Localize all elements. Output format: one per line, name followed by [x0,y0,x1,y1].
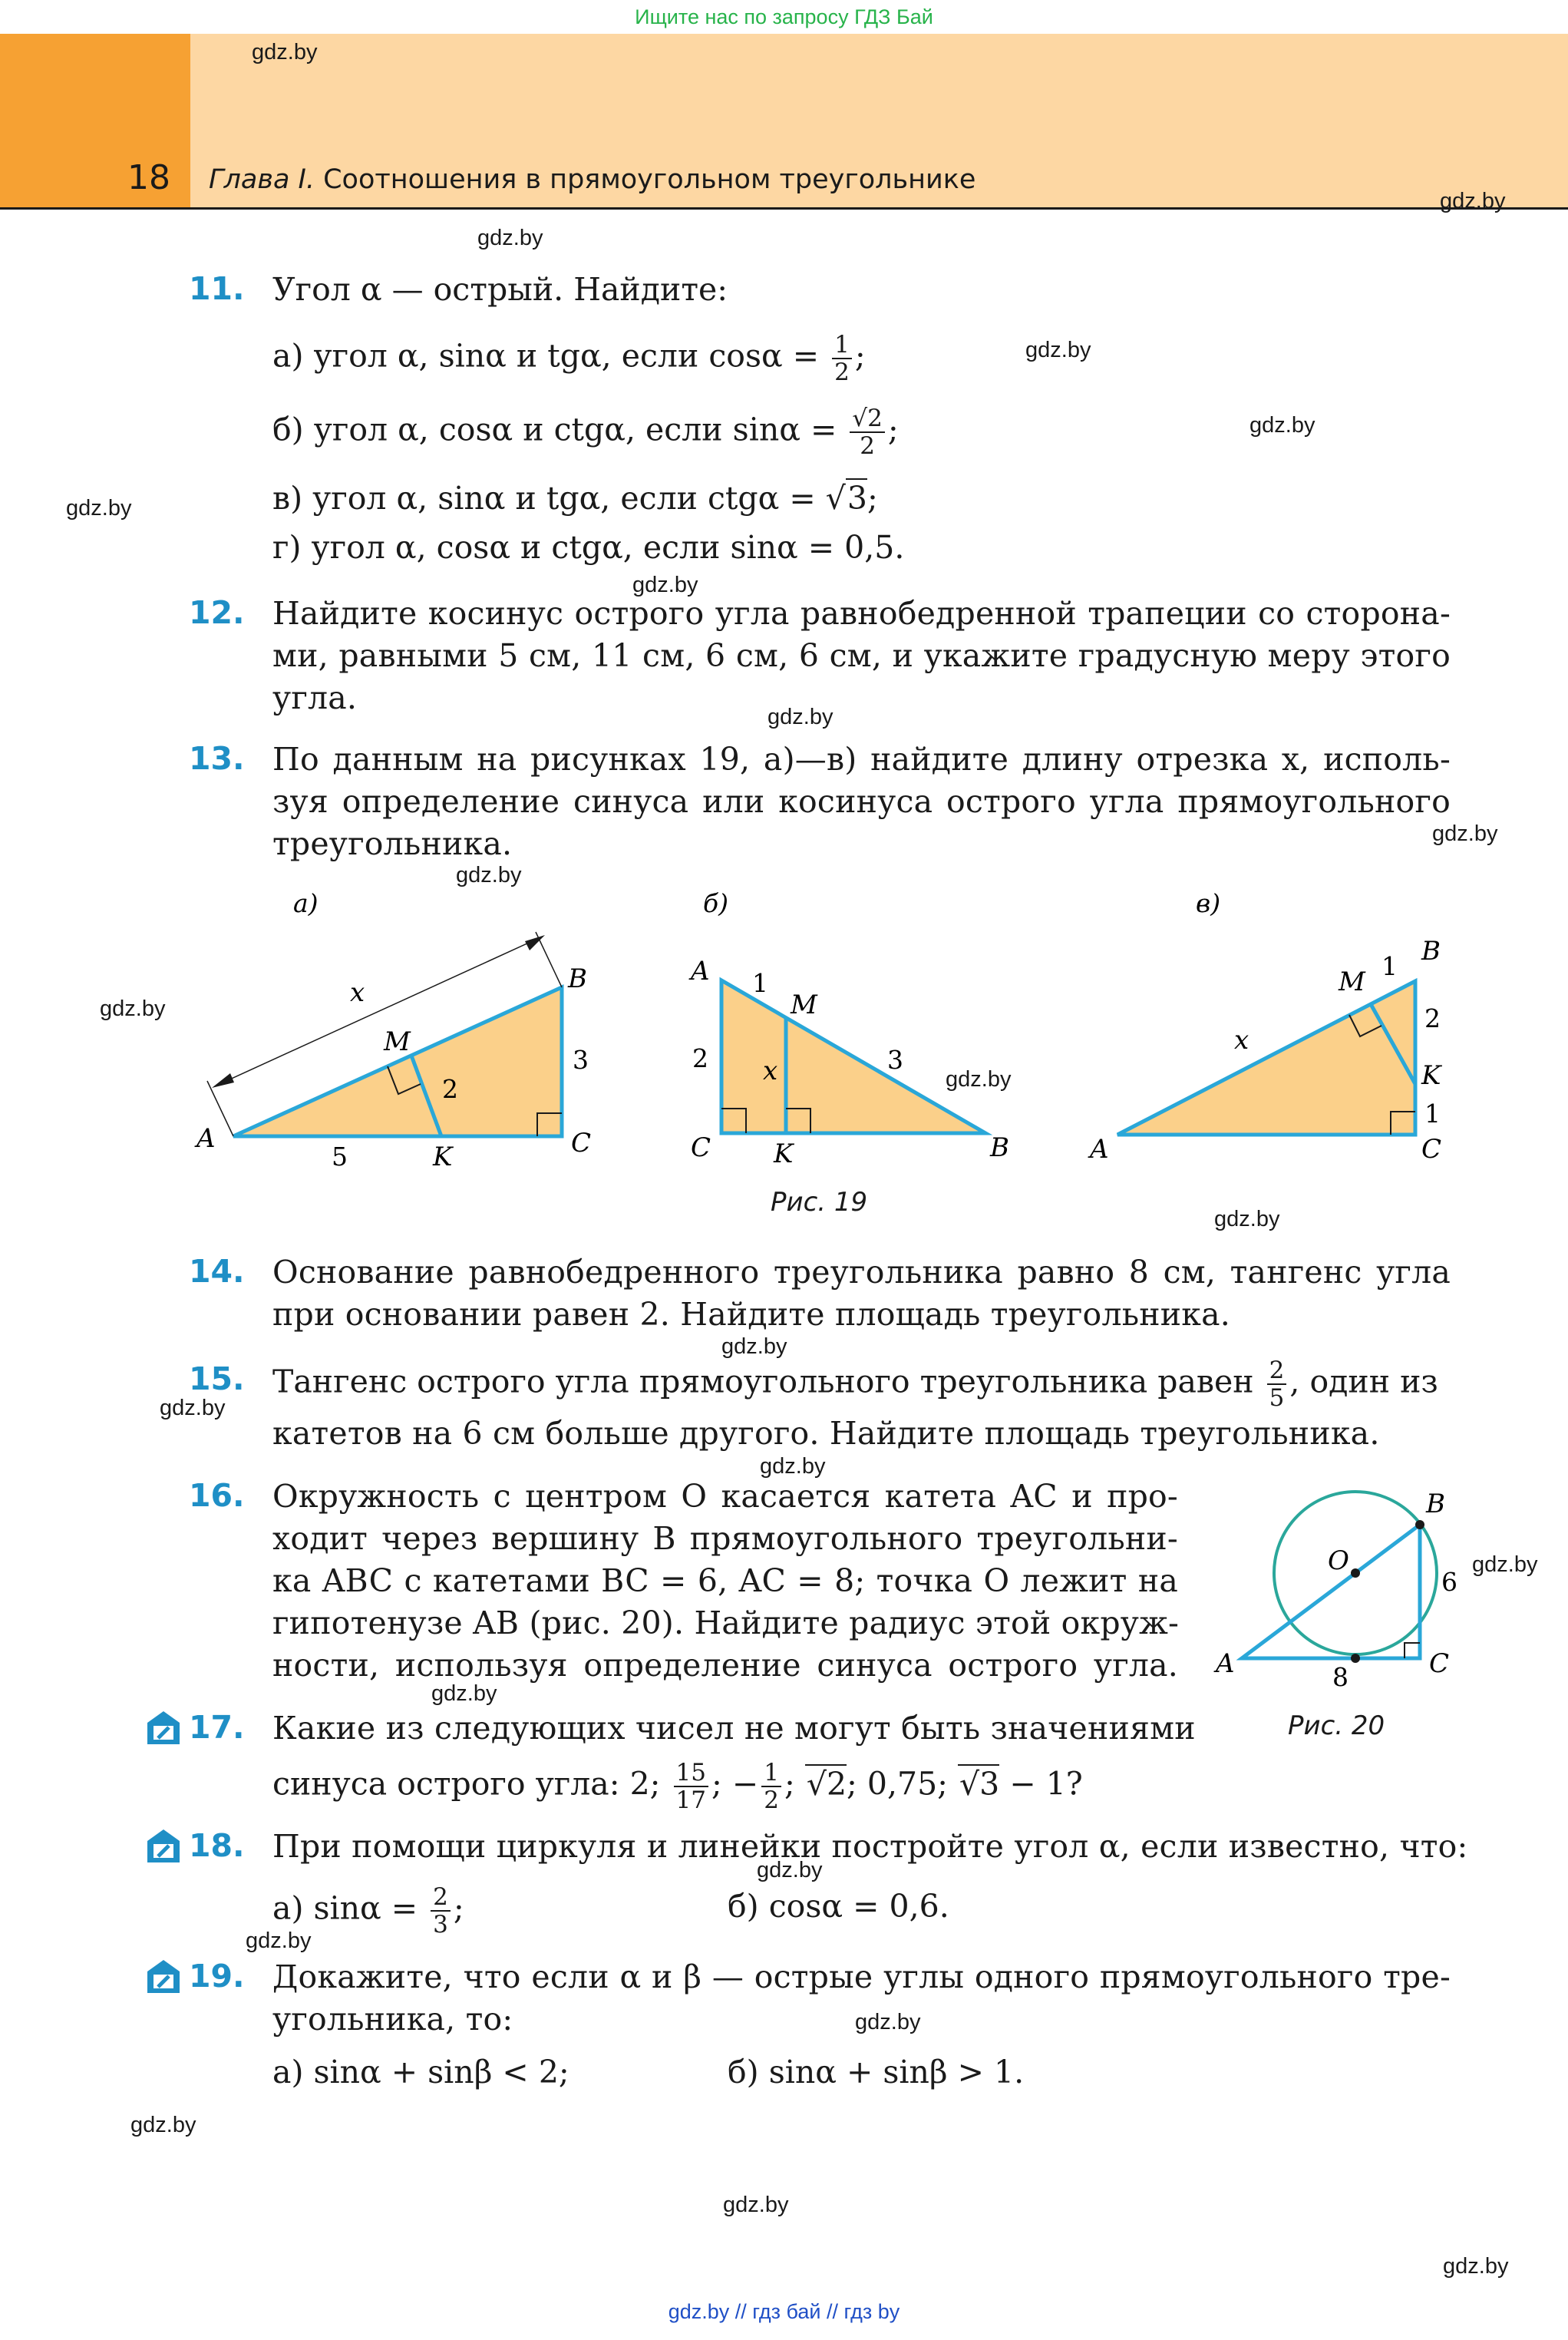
denominator: 5 [1269,1384,1285,1412]
fig19a-triangle [233,987,562,1136]
problem-18-text: а) sinα = [272,1889,418,1927]
watermark: gdz.by [477,226,543,250]
punct: ; [867,480,878,517]
problem-number: 19. [189,1958,245,1995]
fig20-right-angle-mark [1405,1643,1420,1658]
denominator: 2 [834,359,850,386]
problem-17-text: синуса острого угла: 2; [272,1765,661,1803]
page-number: 18 [127,158,170,197]
problem-18-b: б) cosα = 0,6. [728,1888,949,1925]
segment-label: 2 [1424,1003,1441,1033]
fig19c-triangle [1117,981,1415,1135]
root-value: √3 [959,1765,1000,1803]
numerator: 15 [674,1760,708,1787]
problem-19-a: а) sinα + sinβ < 2; [272,2054,569,2090]
fraction [431,1884,451,1938]
arrowhead [212,1073,234,1088]
point-label: M [1339,967,1365,997]
problem-17-line: Какие из следующих чисел не могут быть значениями [272,1710,1196,1747]
minus-sign: − [731,1765,759,1803]
fraction [1267,1357,1287,1411]
fig19c-label: в) [1196,888,1221,918]
top-banner[interactable]: Ищите нас по запросу ГДЗ Бай [635,5,933,28]
numerator: √2 [850,405,884,433]
figure-20 [1197,1474,1538,1704]
header-rule [0,207,1568,210]
problem-18-line: При помощи циркуля и линейки постройте угол α, если известно, что: [272,1828,1468,1865]
problem-number: 12. [189,594,245,631]
segment-label: 5 [332,1142,348,1172]
problem-11-c-text: в) угол α, sinα и tgα, если ctgα = [272,480,816,517]
numerator: 1 [832,332,852,359]
fig19b-label: б) [703,888,729,918]
watermark: gdz.by [757,1858,823,1882]
watermark: gdz.by [100,996,166,1021]
arrowhead [525,935,545,950]
watermark: gdz.by [760,1454,826,1479]
fraction [832,332,852,385]
problem-12-line: ми, равными 5 см, 11 см, 6 см, 6 см, и укажите градусную меру этого [272,637,1451,674]
watermark: gdz.by [946,1067,1012,1092]
point-label: C [571,1128,592,1158]
problem-11-b-text: б) угол α, cosα и ctgα, если sinα = [272,411,837,448]
segment-label: 3 [887,1045,903,1075]
watermark: gdz.by [721,1334,787,1359]
segment-label: 1 [1424,1099,1441,1129]
problem-16-line: гипотенузе AB (рис. 20). Найдите радиус этой окруж- [272,1605,1180,1641]
watermark: gdz.by [723,2193,789,2217]
segment-label: x [763,1056,778,1086]
point-label: B [568,963,587,994]
problem-19-line: угольника, то: [272,2001,513,2038]
problem-13-line: треугольника. [272,825,513,862]
problem-number: 17. [189,1709,245,1746]
problem-12-line: Найдите косинус острого угла равнобедренной трапеции со сторона- [272,595,1451,632]
watermark: gdz.by [1432,821,1498,846]
segment-label: 2 [442,1074,458,1104]
segment-label: 1 [752,968,768,998]
problem-17-text: − 1? [1009,1765,1083,1803]
watermark: gdz.by [130,2113,196,2137]
fraction [674,1760,708,1813]
point-label: O [1328,1545,1349,1576]
problem-14-line: при основании равен 2. Найдите площадь треугольника. [272,1296,1230,1333]
fig20-tangent-point [1351,1654,1360,1663]
fig20-center-point [1351,1568,1360,1578]
numerator: 1 [761,1760,781,1787]
problem-number: 13. [189,740,245,777]
point-label: B [1426,1489,1445,1519]
problem-19-b: б) sinα + sinβ > 1. [728,2054,1025,2090]
point-label: C [691,1132,711,1163]
problem-11-stem: Угол α — острый. Найдите: [272,271,728,308]
watermark: gdz.by [160,1396,226,1420]
numerator: 2 [431,1884,451,1912]
pencil-house-icon [144,1709,183,1747]
segment-label: 8 [1332,1662,1348,1692]
point-label: B [990,1132,1009,1163]
problem-16-line: ка ABC с катетами BC = 6, AC = 8; точка O лежит на [272,1562,1178,1599]
segment-label: x [1234,1025,1249,1056]
watermark: gdz.by [66,496,132,521]
chapter-title-text: Соотношения в прямоугольном треугольнике [323,164,976,195]
problem-16-line: Окружность с центром O касается катета AC и про- [272,1478,1178,1515]
watermark: gdz.by [456,863,522,887]
point-label: C [1429,1648,1450,1679]
problem-11-a-text: а) угол α, sinα и tgα, если cosα = [272,337,820,375]
point-label: C [1421,1134,1442,1165]
watermark: gdz.by [767,705,834,729]
segment-label: 1 [1381,951,1398,981]
point-label: A [1090,1134,1109,1165]
point-label: A [1216,1648,1235,1679]
fig19b-triangle [721,980,985,1133]
problem-13-line: По данным на рисунках 19, а)—в) найдите длину отрезка x, исполь- [272,741,1451,778]
fraction [761,1760,781,1813]
watermark: gdz.by [1443,2254,1509,2279]
watermark: gdz.by [632,573,698,597]
punct: ; [887,411,899,448]
problem-11-c [272,478,878,519]
problem-16-line: ходит через вершину B прямоугольного треугольни- [272,1520,1178,1557]
watermark: gdz.by [1025,338,1091,362]
point-label: A [691,956,710,987]
denominator: 3 [433,1911,448,1938]
watermark: gdz.by [1249,413,1315,438]
problem-11-b [272,405,899,459]
fraction [850,405,884,459]
problem-17-values [272,1760,1083,1813]
chapter-label: Глава I. [209,164,315,195]
figure-20-caption: Рис. 20 [1288,1710,1385,1741]
problem-12-line: угла. [272,679,358,716]
point-label: M [384,1026,411,1057]
root-sign: √ [825,480,846,517]
point-label: A [196,1123,216,1154]
point-label: M [791,990,817,1020]
segment-label: 6 [1441,1567,1457,1597]
denominator: 2 [764,1786,779,1814]
problem-14-line: Основание равнобедренного треугольника равно 8 см, тангенс угла [272,1254,1451,1291]
problem-number: 18. [189,1827,245,1864]
watermark: gdz.by [252,40,318,64]
punct: ; [784,1765,795,1803]
problem-15-line: катетов на 6 см больше другого. Найдите площадь треугольника. [272,1415,1380,1452]
problem-11-d: г) угол α, cosα и ctgα, если sinα = 0,5. [272,529,905,566]
problem-18-a [272,1884,464,1938]
problem-number: 14. [189,1253,245,1290]
problem-19-line: Докажите, что если α и β — острые углы одного прямоугольного тре- [272,1958,1451,1995]
root-value: √2 [806,1765,847,1803]
problem-15-text: , один из [1289,1363,1438,1400]
denominator: 2 [860,432,875,460]
pencil-house-icon [144,1827,183,1866]
radicand: 3 [847,480,868,517]
fig19a-label: а) [293,888,319,918]
watermark: gdz.by [1214,1207,1280,1231]
watermark: gdz.by [1440,189,1506,213]
fig20-point-b [1415,1520,1424,1529]
point-label: K [433,1142,453,1172]
punct: ; [711,1765,722,1803]
point-label: B [1421,936,1441,967]
watermark: gdz.by [1472,1552,1538,1577]
figure-19-caption: Рис. 19 [771,1187,868,1218]
point-label: K [774,1139,794,1169]
pencil-house-icon [144,1958,183,1996]
problem-number: 15. [189,1360,245,1397]
problem-number: 11. [189,270,245,307]
segment-label: x [350,977,365,1008]
punct: ; [854,337,866,375]
denominator: 17 [675,1786,706,1814]
problem-11-a [272,332,866,385]
problem-15-line [272,1357,1451,1411]
problem-number: 16. [189,1477,245,1514]
watermark: gdz.by [855,2010,921,2034]
segment-label: 3 [573,1045,589,1075]
chapter-title [209,164,975,195]
problem-17-text: ; 0,75; [847,1765,948,1803]
watermark: gdz.by [431,1681,497,1706]
punct: ; [453,1889,464,1927]
problem-13-line: зуя определение синуса или косинуса острого угла прямоугольного [272,783,1451,820]
segment-label: 2 [692,1043,708,1073]
footer-links[interactable]: gdz.by // гдз бай // гдз by [668,2300,900,2323]
point-label: K [1421,1060,1441,1091]
watermark: gdz.by [246,1929,312,1953]
numerator: 2 [1267,1357,1287,1385]
problem-15-text: Тангенс острого угла прямоугольного треугольника равен [272,1363,1254,1400]
problem-16-line: ности, используя определение синуса острого угла. [272,1647,1178,1684]
